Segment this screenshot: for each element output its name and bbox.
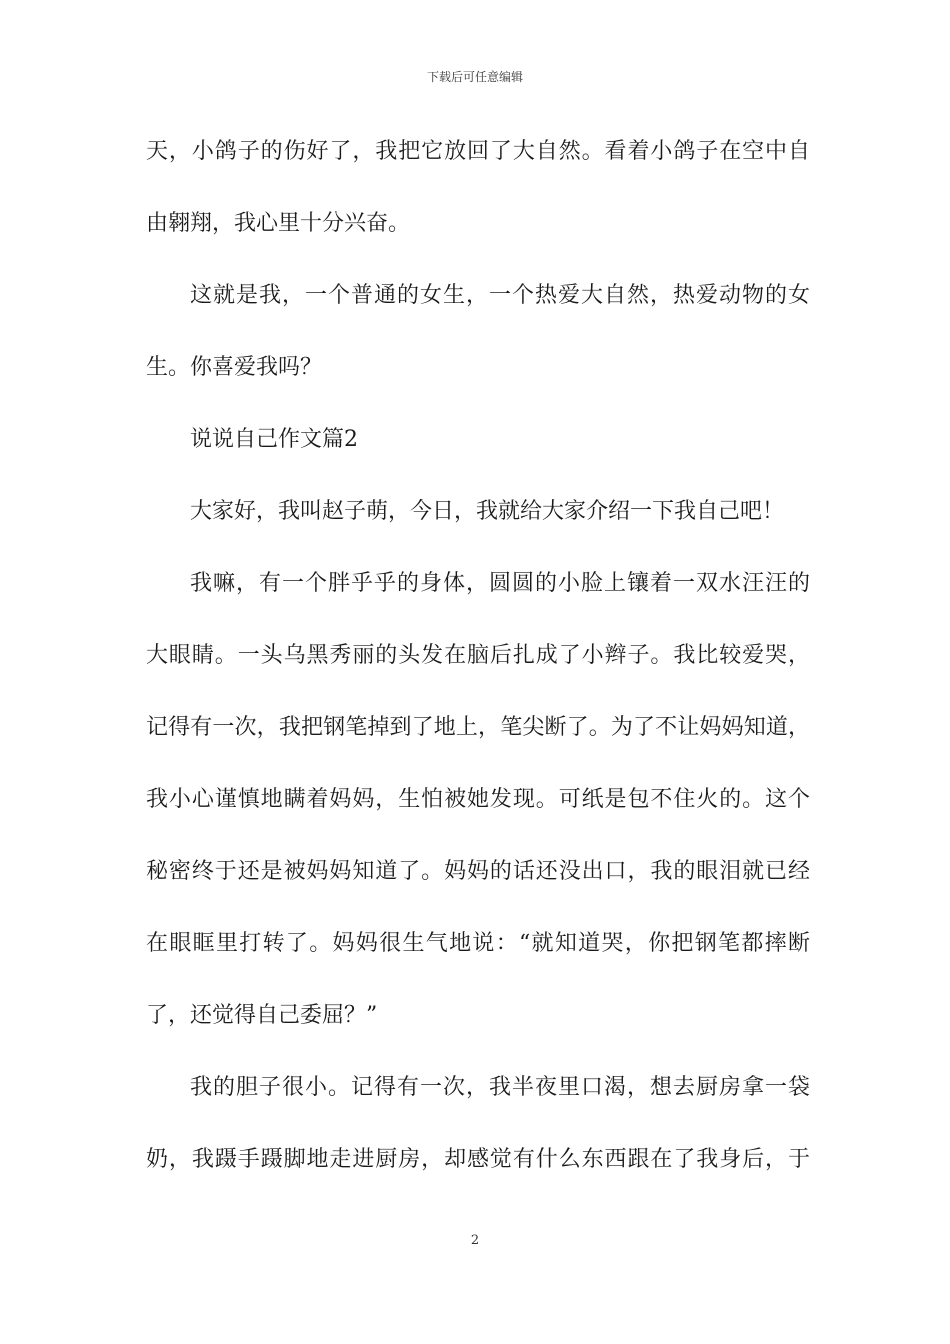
text-line: 秘密终于还是被妈妈知道了。妈妈的话还没出口，我的眼泪就已经 bbox=[146, 859, 810, 884]
text-line: 我的胆子很小。记得有一次，我半夜里口渴，想去厨房拿一袋 bbox=[190, 1075, 810, 1100]
body-text bbox=[146, 134, 810, 1214]
text-line: 在眼眶里打转了。妈妈很生气地说：“就知道哭，你把钢笔都摔断 bbox=[146, 931, 810, 956]
text-line: 我小心谨慎地瞒着妈妈，生怕被她发现。可纸是包不住火的。这个 bbox=[146, 787, 810, 812]
text-line: 这就是我，一个普通的女生，一个热爱大自然，热爱动物的女 bbox=[190, 283, 810, 308]
text-line: 天，小鸽子的伤好了，我把它放回了大自然。看着小鸽子在空中自 bbox=[146, 139, 810, 164]
text-line: 大眼睛。一头乌黑秀丽的头发在脑后扎成了小辫子。我比较爱哭， bbox=[146, 643, 810, 668]
text-line: 我嘛，有一个胖乎乎的身体，圆圆的小脸上镶着一双水汪汪的 bbox=[190, 571, 810, 596]
text-line: 了，还觉得自己委屈？” bbox=[146, 1003, 378, 1028]
text-line: 记得有一次，我把钢笔掉到了地上，笔尖断了。为了不让妈妈知道， bbox=[146, 715, 810, 740]
header-note: 下载后可任意编辑 bbox=[426, 70, 523, 84]
text-line: 奶，我蹑手蹑脚地走进厨房，却感觉有什么东西跟在了我身后，于 bbox=[146, 1147, 810, 1172]
page-number: 2 bbox=[470, 1233, 480, 1248]
section-heading: 说说自己作文篇2 bbox=[190, 427, 358, 452]
text-line: 大家好，我叫赵子萌，今日，我就给大家介绍一下我自己吧！ bbox=[190, 499, 785, 524]
text-line: 由翱翔，我心里十分兴奋。 bbox=[146, 211, 411, 236]
text-line: 生。你喜爱我吗？ bbox=[146, 355, 323, 380]
